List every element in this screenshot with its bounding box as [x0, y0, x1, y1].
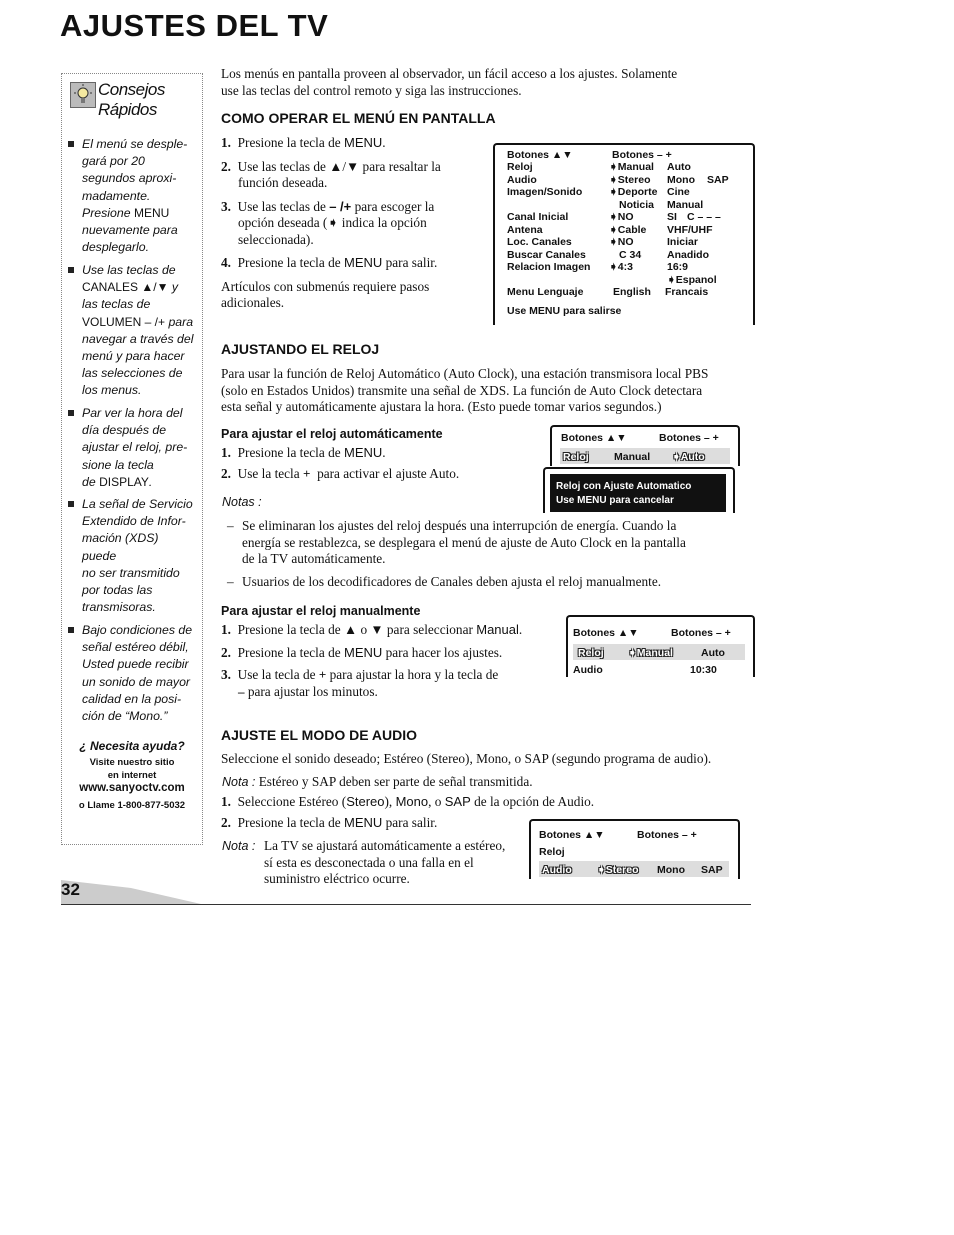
section-heading-menu: COMO OPERAR EL MENÚ EN PANTALLA: [221, 110, 496, 126]
bottom-rule: [61, 904, 751, 905]
auto-clock-heading: Para ajustar el reloj automáticamente: [221, 427, 443, 441]
notas-label: Notas :: [222, 495, 262, 509]
tips-header: [68, 78, 198, 118]
audio-step-2: 2. Presione la tecla de MENU para salir.: [221, 814, 438, 830]
tip-menu-timeout: El menú se desple- gará por 20 segundos aproxi- madamente. Presione MENU nuevamente para desplegarlo.: [68, 136, 198, 256]
help-phone: o Llame 1-800-877-5032: [78, 800, 186, 811]
tips-title: Consejos Rápidos: [98, 80, 165, 119]
bullet-icon: [68, 410, 74, 416]
screen-auto-message: Reloj con Ajuste Automatico Use MENU para cancelar: [543, 467, 735, 513]
audio-intro: Seleccione el sonido deseado; Estéreo (Stereo), Mono, o SAP (segundo programa de audio).: [221, 751, 712, 766]
tip-mono: Bajo condiciones de señal estéreo débil, Usted puede recibir un sonido de mayor calidad en la posi- ción de “Mono.”: [68, 622, 198, 725]
screen-main-menu: Botones ▲▼ Botones – + Reloj ➧Manual Auto Audio ➧Stereo Mono SAP Imagen/Sonido ➧Deporte Cine Noticia Manual Canal Inicial ➧NO SI C – – – Antena ➧Cable VHF/UHF Loc. Canales ➧NO Iniciar Buscar Canales C 34 Anadido Relacion Imagen ➧4:3 16:9 ➧Espanol Menu Lenguaje English Francais Use MENU para salirse: [493, 143, 755, 325]
tip-xds: La señal de Servicio Extendido de Infor- mación (XDS) puede no ser transmitido por todas las transmisoras.: [68, 496, 198, 616]
page-title: AJUSTES DEL TV: [60, 8, 329, 43]
manual-clock-heading: Para ajustar el reloj manualmente: [221, 604, 421, 618]
note-power: – Se eliminaran los ajustes del reloj después una interrupción de energía. Cuando la energía se restablezca, se desplegara el menú de ajuste de Auto Clock en la pantalla de la TV automáticamente.: [227, 518, 686, 566]
manual-step-3: 3. Use la tecla de + para ajustar la hora y la tecla de – para ajustar los minutos.: [221, 667, 499, 699]
intro-text: Los menús en pantalla proveen al observador, un fácil acceso a los ajustes. Solamente use las teclas del control remoto y siga las instrucciones.: [221, 66, 678, 98]
auto-step-2: 2. Use la tecla + para activar el ajuste Auto.: [221, 465, 460, 481]
help-visit: Visite nuestro sitio: [89, 757, 175, 768]
tips-sidebar: [61, 73, 203, 845]
page-number-tab: [61, 880, 201, 904]
audio-note: Nota : Estéreo y SAP deben ser parte de señal transmitida.: [222, 774, 533, 789]
bullet-icon: [68, 501, 74, 507]
screen-audio: Botones ▲▼ Botones – + Reloj Audio ➧Stereo Mono SAP: [529, 819, 740, 879]
tip-display-time: Par ver la hora del día después de ajustar el reloj, pre- sione la tecla de DISPLAY.: [68, 405, 198, 491]
screen-manual-clock: Botones ▲▼ Botones – + Reloj ➧Manual Auto Audio 10:30: [566, 615, 755, 677]
help-visit-2: en internet: [107, 770, 157, 781]
clock-intro: Para usar la función de Reloj Automático (Auto Clock), una estación transmisora local PBS (solo en Estados Unidos) transmite una señal de XDS. La función de Auto Clock detectara esta señal y automáticamente ajustara la hora. (Esto puede tomar varios segundos.): [221, 366, 709, 414]
page-number: 32: [61, 880, 80, 899]
step-1: 1. Presione la tecla de MENU.: [221, 135, 386, 150]
bullet-icon: [68, 141, 74, 147]
help-question: ¿ Necesita ayuda?: [79, 739, 185, 753]
manual-step-2: 2. Presione la tecla de MENU para hacer los ajustes.: [221, 644, 503, 660]
note-decoder: – Usuarios de los decodificadores de Canales deben ajusta el reloj manualmente.: [227, 574, 662, 589]
auto-clock-steps: [221, 445, 541, 482]
auto-step-1: 1. Presione la tecla de MENU.: [221, 445, 386, 460]
section-heading-audio: AJUSTE EL MODO DE AUDIO: [221, 727, 418, 743]
lightbulb-icon: [70, 82, 96, 108]
menu-steps: [221, 135, 481, 312]
audio-step-1: 1. Seleccione Estéreo (Stereo), Mono, o SAP de la opción de Audio.: [221, 794, 595, 809]
bullet-icon: [68, 267, 74, 273]
help-url-link[interactable]: www.sanyoctv.com: [79, 782, 185, 794]
audio-note-2: Nota : La TV se ajustará automáticamente a estéreo, sí esta es desconectada o una falla en el suministro eléctrico ocurre.: [222, 838, 506, 886]
manual-clock-steps: [221, 622, 561, 700]
step-3: 3. Use las teclas de – /+ para escoger la opción deseada (➧ indica la opción seleccionada).: [221, 198, 435, 247]
section-heading-clock: AJUSTANDO EL RELOJ: [221, 341, 380, 357]
manual-step-1: 1. Presione la tecla de ▲ o ▼ para seleccionar Manual.: [221, 622, 523, 637]
step-2: 2. Use las teclas de ▲/▼ para resaltar la función deseada.: [221, 158, 441, 190]
step-4: 4. Presione la tecla de MENU para salir.: [221, 255, 438, 270]
bullet-icon: [68, 627, 74, 633]
screen-auto-clock: Botones ▲▼ Botones – + Reloj Manual ➧Auto: [550, 425, 740, 466]
tip-navigation: Use las teclas de CANALES ▲/▼ y las teclas de VOLUMEN – /+ para navegar a través del menú y para hacer las selecciones de los menus.: [68, 262, 198, 400]
submenu-note: Artículos con submenús requiere pasos adicionales.: [221, 278, 430, 310]
